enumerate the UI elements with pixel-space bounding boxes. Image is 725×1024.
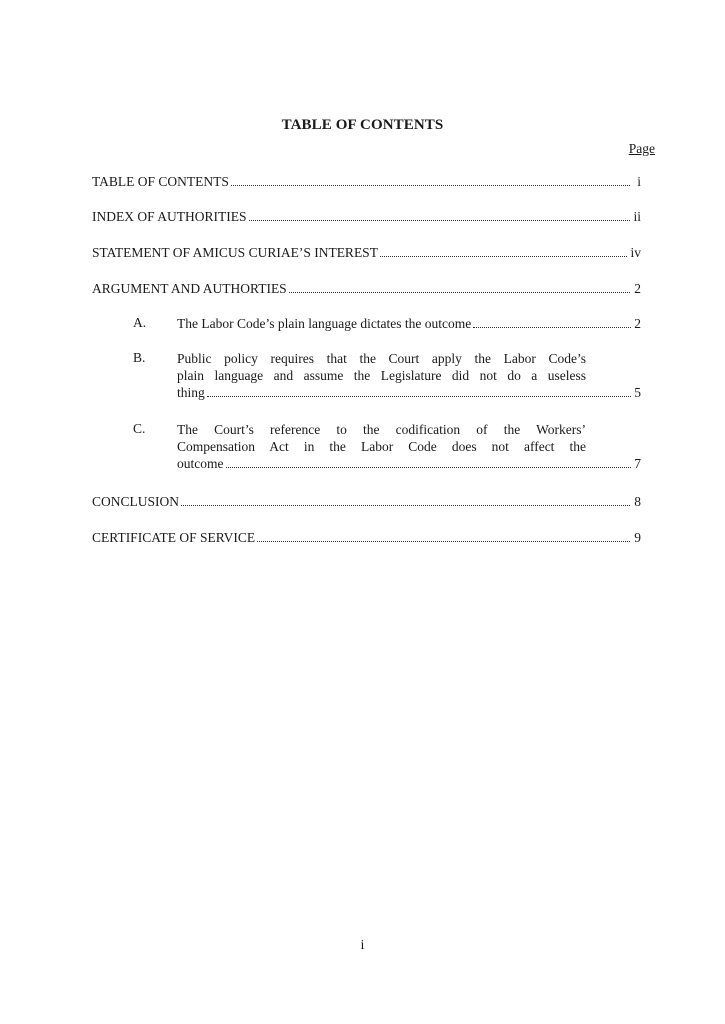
subentry-last-line [177, 384, 641, 401]
toc-entry-page: 2 [634, 281, 641, 296]
dot-leader [380, 255, 628, 257]
subentry-c [177, 421, 641, 472]
subentry-last-line [177, 455, 641, 472]
subentry-page: 5 [634, 385, 641, 400]
toc-entry-certificate-of-service [92, 530, 641, 546]
page-title: TABLE OF CONTENTS [281, 117, 444, 133]
subentry-line: plain language and assume the Legislature did not do a useless [177, 368, 586, 383]
toc-entry-conclusion [92, 494, 641, 510]
dot-leader [226, 466, 632, 468]
subentry-a [177, 315, 641, 332]
subentry-page: 2 [634, 316, 641, 331]
toc-entry-table-of-contents [92, 174, 641, 190]
dot-leader [249, 219, 631, 221]
toc-entry-index-of-authorities [92, 209, 641, 225]
toc-entry-page: ii [633, 209, 641, 224]
toc-entry-label: CONCLUSION [92, 494, 180, 509]
toc-entry-label: INDEX OF AUTHORITIES [92, 209, 247, 224]
dot-leader [289, 291, 630, 293]
toc-entry-label: CERTIFICATE OF SERVICE [92, 530, 256, 545]
dot-leader [473, 326, 631, 328]
page-column-header: Page [628, 141, 655, 156]
toc-entry-label: ARGUMENT AND AUTHORTIES [92, 281, 287, 296]
footer-page-number: i [360, 938, 365, 953]
subentry-label: The Labor Code’s plain language dictates the outcome [177, 316, 472, 331]
subentry-page: 7 [634, 456, 641, 471]
toc-entry-page: iv [630, 245, 641, 260]
subentry-label: outcome [177, 456, 224, 471]
toc-entry-page: 9 [634, 530, 641, 545]
subentry-label: thing [177, 385, 205, 400]
subentry-line: Compensation Act in the Labor Code does not affect the [177, 439, 586, 454]
subentry-last-line [177, 315, 641, 332]
toc-entry-argument [92, 281, 641, 297]
subentry-letter-c: C. [133, 421, 146, 436]
toc-entry-label: TABLE OF CONTENTS [92, 174, 229, 189]
subentry-line: Public policy requires that the Court apply the Labor Code’s [177, 351, 586, 366]
subentry-letter-a: A. [133, 315, 147, 330]
dot-leader [181, 504, 630, 506]
toc-entry-page: 8 [634, 494, 641, 509]
toc-entry-statement-of-interest [92, 245, 641, 261]
subentry-letter-b: B. [133, 350, 146, 365]
dot-leader [257, 540, 630, 542]
subentry-line: The Court’s reference to the codification of the Workers’ [177, 422, 586, 437]
subentry-b [177, 350, 641, 401]
dot-leader [231, 184, 630, 186]
toc-entry-page: i [637, 174, 641, 189]
toc-entry-label: STATEMENT OF AMICUS CURIAE’S INTEREST [92, 245, 378, 260]
dot-leader [207, 395, 631, 397]
